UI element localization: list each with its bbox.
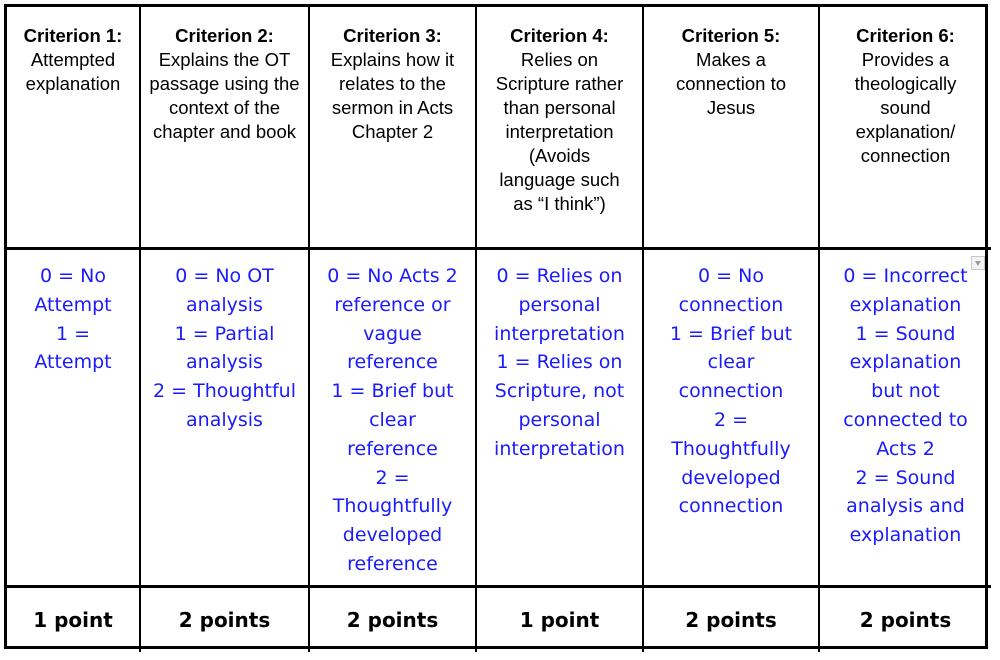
scale-line: 0 = No Acts 2 bbox=[327, 265, 458, 287]
criterion-6-points: 2 points bbox=[859, 608, 952, 632]
scale-line: 1 = Relies on bbox=[496, 351, 623, 374]
scale-line: 0 = No OT bbox=[175, 265, 274, 287]
scale-line: interpretation bbox=[494, 322, 625, 345]
scale-line: 2 = Thoughtful bbox=[153, 380, 296, 403]
criterion-1-points: 1 point bbox=[7, 588, 141, 652]
scale-line: Acts 2 bbox=[876, 437, 935, 460]
scale-line: personal bbox=[518, 408, 601, 431]
criterion-title: Criterion 2: bbox=[175, 25, 274, 46]
criterion-4-points: 1 point bbox=[477, 588, 644, 652]
criterion-description: Provides a theologically sound explanation/ connection bbox=[854, 49, 957, 166]
scale-line: vague bbox=[363, 322, 422, 345]
scale-line: explanation bbox=[849, 524, 962, 547]
scale-line: Scripture, not bbox=[494, 380, 625, 403]
scale-line: interpretation bbox=[494, 437, 625, 460]
scale-line: reference bbox=[347, 437, 438, 460]
scale-line: clear bbox=[707, 351, 755, 374]
criterion-description: Attempted explanation bbox=[25, 49, 121, 94]
scale-line: Thoughtfully bbox=[671, 437, 791, 460]
scale-line: but not bbox=[871, 380, 940, 403]
criterion-4-scale bbox=[477, 250, 644, 588]
criterion-title: Criterion 4: bbox=[510, 25, 609, 46]
rubric-table bbox=[4, 4, 988, 649]
scale-line: 1 = Partial bbox=[174, 322, 275, 345]
scale-line: connection bbox=[678, 495, 784, 518]
criterion-2-scale bbox=[141, 250, 310, 588]
criterion-description: Relies on Scripture rather than personal interpretation (Avoids language such as “I think”) bbox=[495, 49, 624, 214]
criterion-4-header bbox=[477, 7, 644, 250]
criterion-title: Criterion 5: bbox=[681, 25, 781, 46]
criterion-5-scale bbox=[644, 250, 820, 588]
criterion-6-scale bbox=[820, 250, 991, 588]
scale-line: explanation bbox=[849, 351, 962, 374]
criterion-3-points: 2 points bbox=[310, 588, 477, 652]
scale-line: 0 = Incorrect bbox=[843, 265, 968, 287]
scale-line: Attempt bbox=[34, 293, 112, 316]
scale-line: 2 = Sound bbox=[855, 466, 956, 489]
scale-line: analysis and bbox=[846, 495, 965, 518]
criterion-6-header bbox=[820, 7, 991, 250]
scale-line: 1 = Brief but bbox=[331, 380, 454, 403]
scale-line: clear bbox=[369, 408, 416, 431]
scale-line: connected to bbox=[843, 408, 968, 431]
scale-line: connection bbox=[678, 380, 784, 403]
scale-line: 0 = No bbox=[40, 265, 106, 287]
criterion-5-points: 2 points bbox=[644, 588, 820, 652]
criterion-title: Criterion 3: bbox=[343, 25, 442, 46]
scale-line: analysis bbox=[186, 293, 263, 316]
chevron-down-icon[interactable] bbox=[971, 256, 985, 270]
scale-line: 2 = bbox=[375, 466, 410, 489]
scale-line: 2 = bbox=[713, 408, 749, 431]
criterion-1-scale bbox=[7, 250, 141, 588]
scale-line: 1 = bbox=[55, 322, 91, 345]
criterion-description: Explains the OT passage using the context of the chapter and book bbox=[149, 49, 300, 142]
scale-line: 0 = Relies on bbox=[496, 265, 623, 287]
scale-line: 0 = No bbox=[698, 265, 764, 287]
scale-line: personal bbox=[518, 293, 601, 316]
criterion-5-header bbox=[644, 7, 820, 250]
scale-line: developed bbox=[681, 466, 781, 489]
scale-line: analysis bbox=[186, 351, 263, 374]
scale-line: 1 = Sound bbox=[855, 322, 956, 345]
criterion-3-header bbox=[310, 7, 477, 250]
scale-line: connection bbox=[678, 293, 784, 316]
scale-line: reference or bbox=[334, 293, 451, 316]
scale-line: reference bbox=[347, 351, 438, 374]
criterion-2-header bbox=[141, 7, 310, 250]
criterion-title: Criterion 6: bbox=[856, 25, 955, 46]
scale-line: explanation bbox=[849, 293, 962, 316]
scale-line: reference bbox=[347, 552, 438, 575]
scale-line: Attempt bbox=[34, 351, 112, 374]
criterion-description: Makes a connection to Jesus bbox=[675, 49, 787, 118]
criterion-1-header bbox=[7, 7, 141, 250]
criterion-2-points: 2 points bbox=[141, 588, 310, 652]
scale-line: developed bbox=[342, 524, 443, 547]
scale-line: Thoughtfully bbox=[332, 495, 453, 518]
criterion-title: Criterion 1: bbox=[23, 25, 123, 46]
scale-line: analysis bbox=[186, 408, 263, 431]
criterion-description: Explains how it relates to the sermon in Acts Chapter 2 bbox=[330, 49, 455, 142]
scale-line: 1 = Brief but bbox=[669, 322, 793, 345]
criterion-3-scale bbox=[310, 250, 477, 588]
